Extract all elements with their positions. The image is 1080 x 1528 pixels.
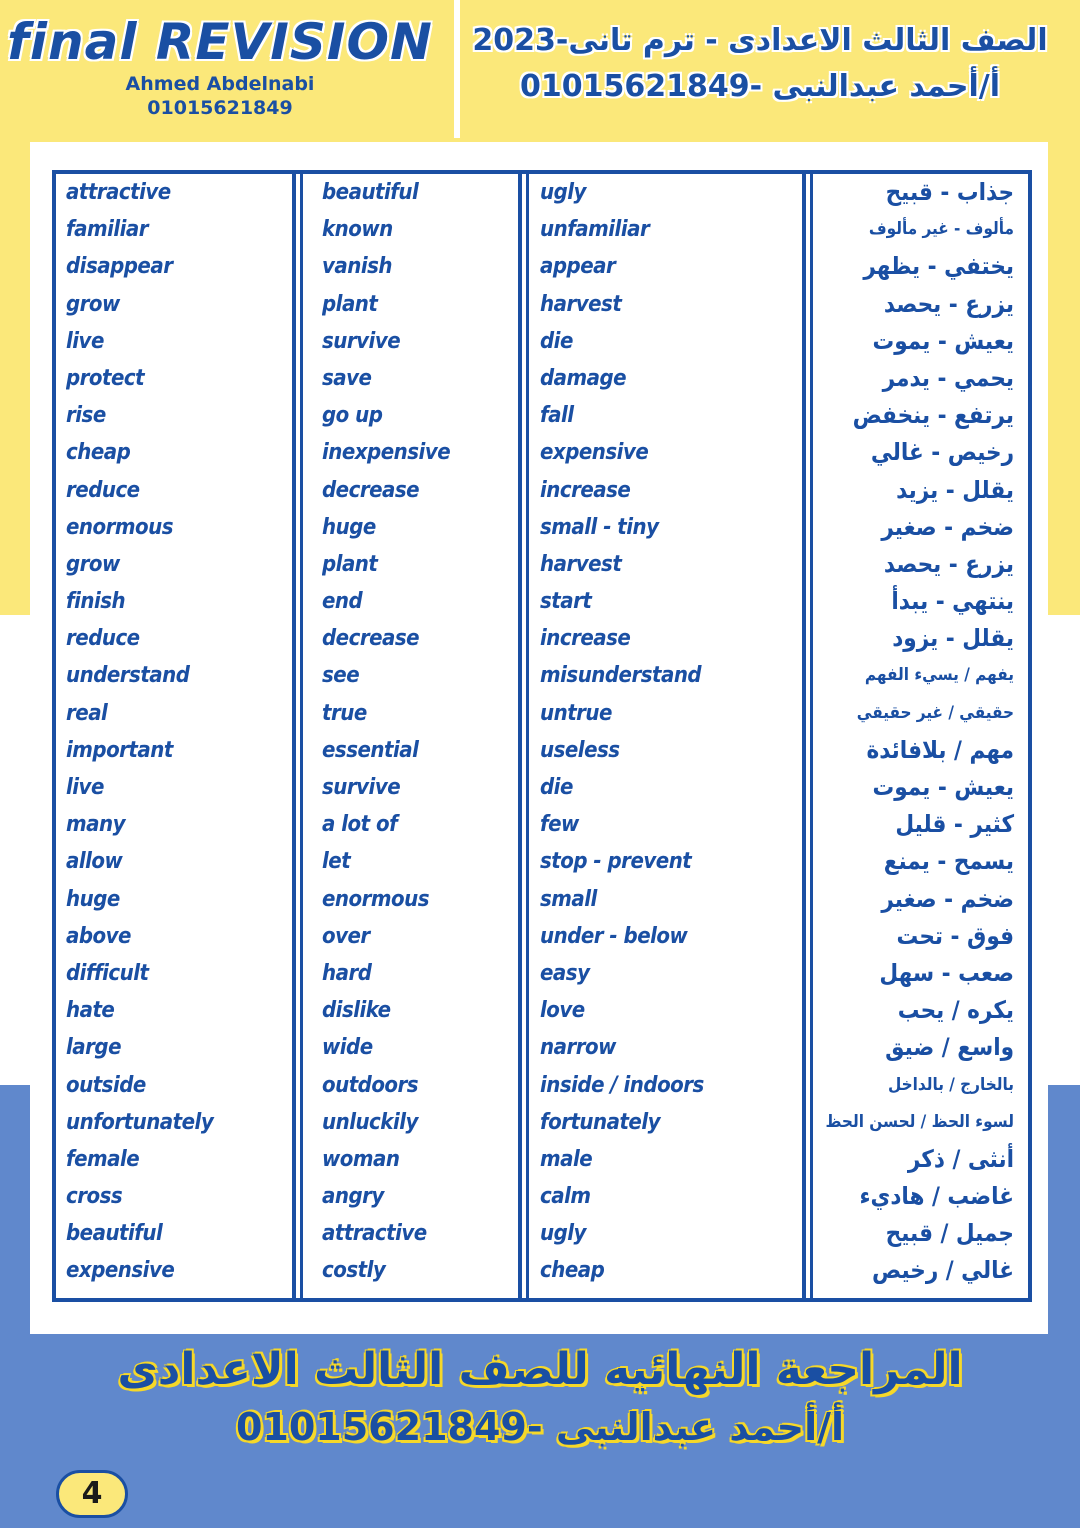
table-cell: vanish (322, 254, 393, 280)
arabic-title: الصف الثالث الاعدادى - ترم تانى-2023 (472, 23, 1048, 58)
table-cell: cheap (66, 440, 131, 466)
footer-author: أ/أحمد عبدالنبى -01015621849 (235, 1405, 844, 1449)
table-cell: live (66, 775, 104, 800)
table-cell: decrease (322, 477, 420, 503)
table-cell: غالي / رخيص (872, 1256, 1014, 1285)
table-cell: grow (66, 551, 120, 577)
table-cell: fall (540, 403, 574, 429)
table-cell: بالخارج / بالداخل (887, 1074, 1014, 1095)
table-cell: صعب - سهل (879, 958, 1014, 987)
table-cell: يسمح - يمنع (883, 847, 1014, 876)
table-cell: inside / indoors (540, 1072, 704, 1098)
table-cell: رخيص - غالي (870, 438, 1014, 467)
table-cell: known (322, 217, 393, 243)
table-cell: finish (66, 589, 126, 615)
column-divider (802, 174, 806, 1298)
table-cell: unluckily (322, 1109, 418, 1135)
table-cell: real (66, 700, 108, 726)
table-cell: rise (66, 403, 106, 429)
table-cell: ضخم - صغير (881, 512, 1014, 541)
table-cell: harvest (540, 551, 622, 577)
table-cell: يحمي - يدمر (882, 363, 1014, 392)
table-cell: save (322, 365, 372, 391)
table-cell: increase (540, 477, 631, 503)
table-cell: ugly (540, 1221, 586, 1247)
table-cell: unfamiliar (540, 217, 650, 243)
table-cell: female (66, 1146, 140, 1172)
table-cell: يختفي - يظهر (863, 252, 1014, 281)
table-cell: reduce (66, 477, 140, 503)
table-cell: few (540, 812, 579, 838)
table-cell: outdoors (322, 1072, 419, 1098)
table-cell: true (322, 700, 367, 726)
author-phone: 01015621849 (147, 97, 293, 119)
table-cell: important (66, 737, 173, 763)
author-name: Ahmed Abdelnabi (125, 73, 315, 95)
table-cell: unfortunately (66, 1109, 214, 1135)
table-cell: familiar (66, 217, 149, 243)
table-cell: ضخم - صغير (881, 884, 1014, 913)
footer (0, 1340, 1080, 1454)
synonym-list (322, 174, 522, 1290)
column-divider (292, 174, 296, 1298)
table-cell: واسع / ضيق (885, 1033, 1014, 1062)
column-arabic (816, 174, 1028, 1298)
table-cell: cheap (540, 1258, 605, 1284)
table-cell: hard (322, 960, 372, 986)
table-cell: يعيش - يموت (872, 326, 1014, 355)
table-cell: جميل / قبيح (885, 1219, 1014, 1248)
table-cell: يقلل - يزيد (896, 475, 1014, 504)
table-cell: stop - prevent (540, 849, 692, 875)
table-cell: small (540, 886, 597, 912)
table-cell: beautiful (66, 1221, 163, 1247)
header-arabic (470, 18, 1050, 110)
table-cell: مهم / بلافائدة (866, 735, 1014, 764)
table-cell: يزرع - يحصد (883, 289, 1014, 318)
table-cell: useless (540, 737, 620, 763)
table-cell: protect (66, 365, 145, 391)
table-cell: يفهم / يسيء الفهم (864, 665, 1014, 686)
table-cell: live (66, 328, 104, 354)
table-cell: inexpensive (322, 440, 451, 466)
table-cell: attractive (322, 1221, 427, 1247)
table-cell: enormous (66, 514, 173, 540)
table-cell: غاضب / هاديء (859, 1182, 1014, 1211)
table-cell: cross (66, 1184, 123, 1210)
antonym-list (540, 174, 798, 1290)
table-cell: untrue (540, 700, 612, 726)
table-cell: woman (322, 1146, 400, 1172)
table-cell: many (66, 812, 125, 838)
table-cell: increase (540, 626, 631, 652)
column-divider (518, 174, 522, 1298)
table-cell: يعيش - يموت (872, 773, 1014, 801)
table-cell: beautiful (322, 180, 419, 205)
table-cell: a lot of (322, 812, 398, 838)
page-number-badge: 4 (56, 1470, 128, 1518)
arabic-subtitle: أ/أحمد عبدالنبى -01015621849 (519, 69, 1000, 104)
table-cell: large (66, 1035, 121, 1061)
table-cell: start (540, 589, 592, 615)
table-cell: survive (322, 775, 401, 800)
table-cell: hate (66, 998, 115, 1024)
table-cell: male (540, 1146, 593, 1172)
table-cell: huge (66, 886, 120, 912)
table-cell: costly (322, 1258, 386, 1284)
table-cell: allow (66, 849, 123, 875)
table-cell: expensive (66, 1258, 175, 1284)
table-cell: over (322, 923, 370, 949)
table-cell: see (322, 663, 360, 689)
table-cell: فوق - تحت (896, 921, 1014, 950)
table-cell: go up (322, 403, 383, 429)
table-cell: يقلل - يزود (892, 624, 1014, 653)
table-cell: مألوف - غير مألوف (868, 219, 1014, 240)
table-cell: calm (540, 1184, 591, 1210)
table-cell: wide (322, 1035, 373, 1061)
table-cell: disappear (66, 254, 173, 280)
table-cell: plant (322, 551, 378, 577)
table-cell: reduce (66, 626, 140, 652)
header-brand (0, 12, 440, 120)
table-cell: plant (322, 291, 378, 317)
table-cell: damage (540, 365, 627, 391)
table-cell: ugly (540, 180, 586, 205)
header-divider (454, 0, 460, 138)
table-cell: fortunately (540, 1109, 661, 1135)
table-cell: حقيقي / غير حقيقي (856, 702, 1014, 723)
table-cell: أنثى / ذكر (907, 1144, 1014, 1173)
table-cell: harvest (540, 291, 622, 317)
table-cell: outside (66, 1072, 146, 1098)
table-cell: difficult (66, 960, 149, 986)
column-words (66, 174, 292, 1298)
table-cell: enormous (322, 886, 429, 912)
table-cell: die (540, 775, 573, 800)
table-cell: appear (540, 254, 616, 280)
column-synonyms (322, 174, 522, 1298)
table-cell: لسوء الحظ / لحسن الحظ (825, 1111, 1014, 1132)
table-cell: die (540, 328, 573, 354)
footer-title: المراجعة النهائيه للصف الثالث الاعدادى (117, 1344, 963, 1395)
table-cell: attractive (66, 180, 171, 205)
table-cell: decrease (322, 626, 420, 652)
table-cell: misunderstand (540, 663, 702, 689)
arabic-meaning-list (816, 174, 1028, 1290)
table-cell: angry (322, 1184, 384, 1210)
table-cell: let (322, 849, 351, 875)
table-cell: small - tiny (540, 514, 659, 540)
table-cell: grow (66, 291, 120, 317)
table-cell: ينتهي - يبدأ (891, 587, 1014, 616)
table-cell: يكره / يحب (897, 996, 1014, 1025)
column-antonyms (540, 174, 798, 1298)
table-cell: جذاب - قبيح (885, 178, 1014, 206)
table-cell: understand (66, 663, 190, 689)
table-cell: كثير - قليل (895, 810, 1014, 839)
table-cell: expensive (540, 440, 649, 466)
table-cell: love (540, 998, 585, 1024)
table-cell: يزرع - يحصد (883, 549, 1014, 578)
table-cell: end (322, 589, 363, 615)
table-cell: essential (322, 737, 419, 763)
word-list (66, 174, 292, 1290)
table-cell: under - below (540, 923, 688, 949)
table-cell: easy (540, 960, 590, 986)
table-cell: survive (322, 328, 401, 354)
vocabulary-table (52, 170, 1032, 1302)
table-cell: يرتفع - ينخفض (852, 401, 1014, 430)
table-cell: huge (322, 514, 376, 540)
table-cell: narrow (540, 1035, 616, 1061)
table-cell: dislike (322, 998, 391, 1024)
table-cell: above (66, 923, 131, 949)
brand-title: final REVISION (7, 13, 433, 71)
